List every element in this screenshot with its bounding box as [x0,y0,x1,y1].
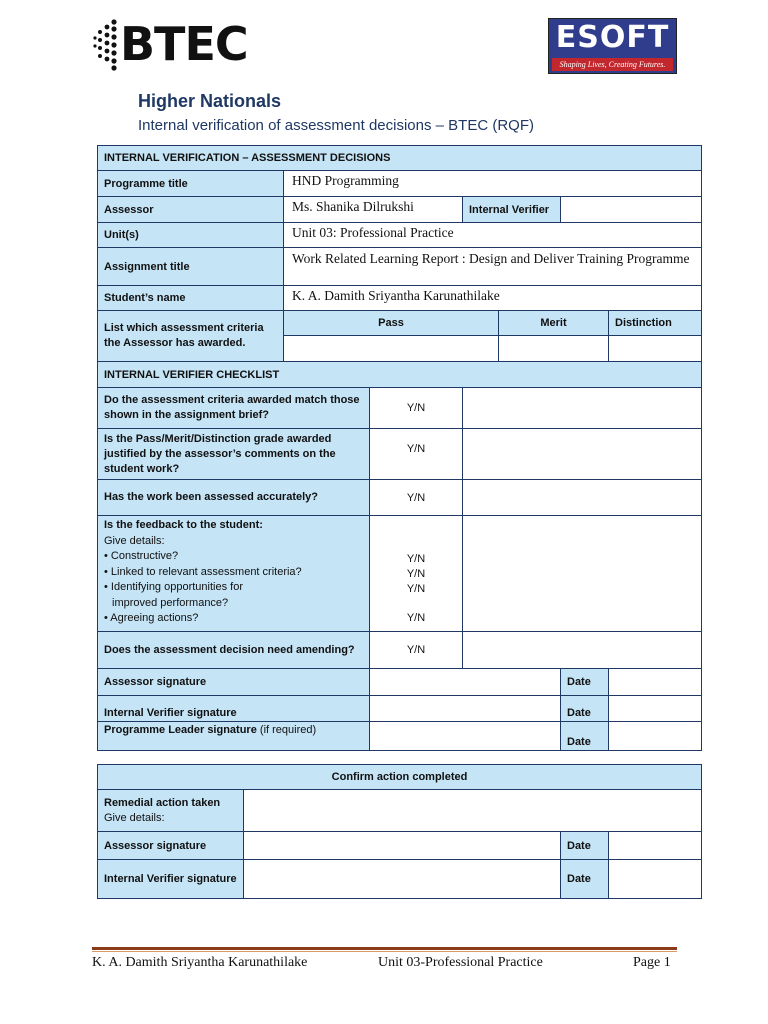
decisions-header: INTERNAL VERIFICATION – ASSESSMENT DECISIONS [98,146,702,171]
esoft-tagline: Shaping Lives, Creating Futures. [552,58,673,71]
programme-title-label: Programme title [98,171,284,197]
pl-signature-label [98,722,370,751]
confirm-iv-date-label: Date [561,860,609,899]
q3-yn[interactable]: Y/N [370,480,463,516]
confirm-header: Confirm action completed [98,765,702,790]
internal-verifier-label: Internal Verifier [463,197,561,223]
remedial-action-title: Remedial action taken [104,796,221,809]
page-title: Higher Nationals [138,91,282,111]
q2-yn[interactable]: Y/N [370,429,463,480]
esoft-logo [548,18,677,74]
assessor-date-label: Date [561,669,609,696]
q4-bullet-linked: • Linked to relevant assessment criteria? [104,565,302,578]
criteria-label: List which assessment criteria the Assessor has awarded. [98,311,284,362]
pl-signature-field[interactable] [370,722,561,751]
iv-date-field[interactable] [609,696,702,722]
confirm-iv-signature-label: Internal Verifier signature [98,860,244,899]
q4-bullet-improved: improved performance? [112,596,229,609]
merit-criteria-cell[interactable] [499,336,609,362]
checklist-q2: Is the Pass/Merit/Distinction grade awarded justified by the assessor’s comments on the student work? [98,429,370,480]
pl-date-label: Date [561,722,609,751]
internal-verifier-value[interactable] [561,197,702,223]
q4-yn-agreeing[interactable]: Y/N [406,612,426,624]
confirm-iv-signature-field[interactable] [244,860,561,899]
page-subtitle: Internal verification of assessment decisions – BTEC (RQF) [138,117,534,134]
pl-signature-note: (if required) [259,724,317,736]
programme-title-value: HND Programming [284,171,702,197]
confirm-assessor-date-field[interactable] [609,832,702,860]
q4-title: Is the feedback to the student: [104,519,263,531]
merit-header: Merit [499,311,609,336]
iv-signature-label: Internal Verifier signature [98,696,370,722]
btec-dots-icon [92,16,120,72]
student-name-label: Student’s name [98,286,284,311]
q3-comment[interactable] [463,480,702,516]
q1-yn[interactable]: Y/N [370,388,463,429]
q4-give-details: Give details: [104,534,165,547]
footer-unit: Unit 03-Professional Practice [378,955,543,970]
esoft-wordmark: ESOFT [555,20,670,55]
footer-page-number: Page 1 [633,955,671,970]
q4-yn-linked[interactable]: Y/N [406,568,426,580]
q4-comment[interactable] [463,516,702,632]
checklist-header: INTERNAL VERIFIER CHECKLIST [98,362,702,388]
q5-comment[interactable] [463,632,702,669]
q4-yn-group [370,516,463,632]
checklist-q5: Does the assessment decision need amending? [98,632,370,669]
pl-signature-text: Programme Leader signature [104,724,257,736]
btec-logo [92,16,252,72]
footer-rule [92,947,677,950]
distinction-criteria-cell[interactable] [609,336,702,362]
assignment-title-value: Work Related Learning Report : Design and Deliver Training Programme [284,248,702,286]
confirm-assessor-date-label: Date [561,832,609,860]
pass-header: Pass [284,311,499,336]
checklist-q1: Do the assessment criteria awarded match those shown in the assignment brief? [98,388,370,429]
q4-bullet-identifying: • Identifying opportunities for [104,581,243,593]
pl-date-field[interactable] [609,722,702,751]
footer-student-name: K. A. Damith Sriyantha Karunathilake [92,955,308,970]
confirm-action-table [97,764,702,899]
unit-value: Unit 03: Professional Practice [284,223,702,248]
confirm-assessor-signature-label: Assessor signature [98,832,244,860]
distinction-header: Distinction [609,311,702,336]
checklist-q4 [98,516,370,632]
confirm-assessor-signature-field[interactable] [244,832,561,860]
q5-yn[interactable]: Y/N [370,632,463,669]
remedial-action-label [98,790,244,832]
btec-wordmark: BTEC [120,17,248,71]
assessment-decisions-table [97,145,702,751]
q4-bullet-constructive: • Constructive? [104,550,179,562]
remedial-give-details: Give details: [104,811,165,824]
q2-comment[interactable] [463,429,702,480]
iv-signature-field[interactable] [370,696,561,722]
confirm-iv-date-field[interactable] [609,860,702,899]
assessor-signature-label: Assessor signature [98,669,370,696]
assessor-label: Assessor [98,197,284,223]
q4-bullet-agreeing: • Agreeing actions? [104,612,199,624]
assessor-date-field[interactable] [609,669,702,696]
pass-criteria-cell[interactable] [284,336,499,362]
q1-comment[interactable] [463,388,702,429]
student-name-value: K. A. Damith Sriyantha Karunathilake [284,286,702,311]
footer-rule-thin [92,951,677,952]
assessor-signature-field[interactable] [370,669,561,696]
assessor-value: Ms. Shanika Dilrukshi [284,197,463,223]
unit-label: Unit(s) [98,223,284,248]
q4-yn-identifying[interactable]: Y/N [406,583,426,595]
checklist-q3: Has the work been assessed accurately? [98,480,370,516]
assignment-title-label: Assignment title [98,248,284,286]
iv-date-label: Date [561,696,609,722]
remedial-action-field[interactable] [244,790,702,832]
q4-yn-constructive[interactable]: Y/N [406,553,426,565]
